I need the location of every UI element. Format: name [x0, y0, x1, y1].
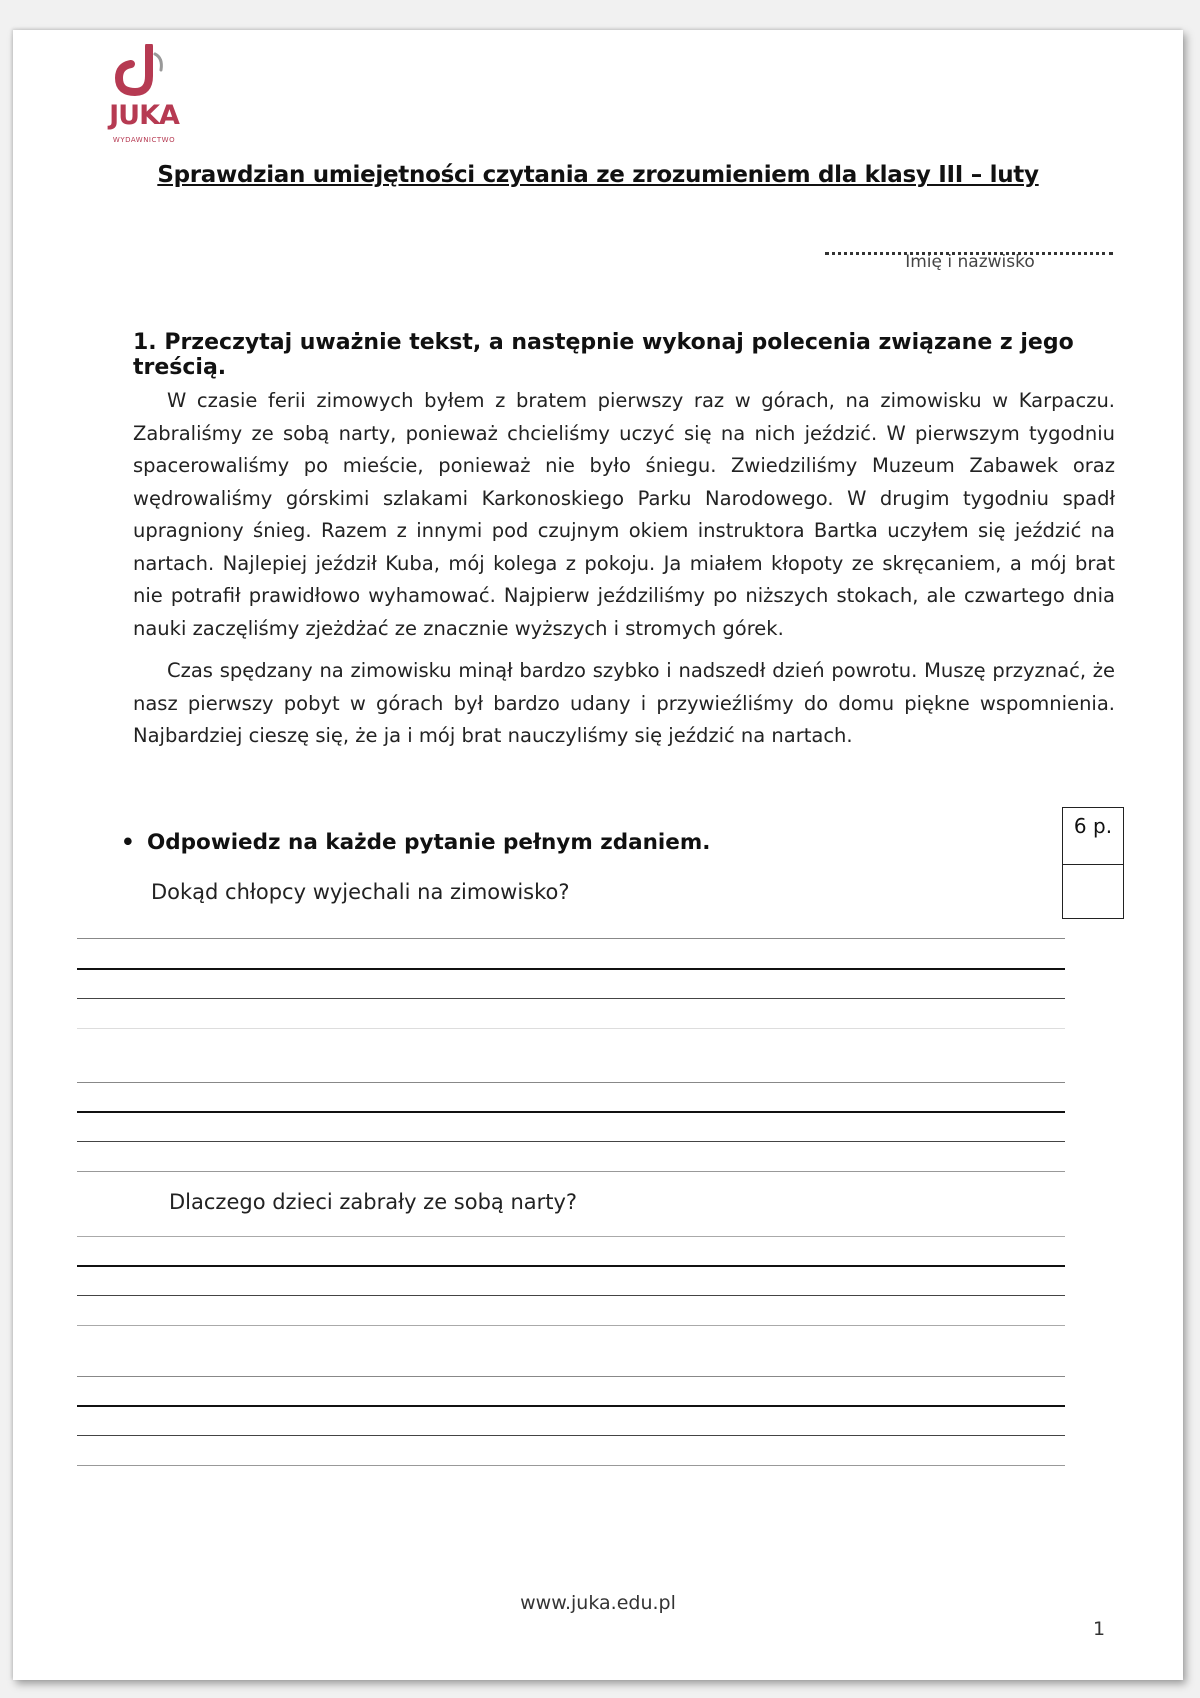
answer-line[interactable] [77, 1295, 1065, 1296]
answer-line[interactable] [77, 1028, 1065, 1029]
score-box [1062, 807, 1124, 919]
logo-subtitle: WYDAWNICTWO [112, 136, 176, 144]
question-1: Dokąd chłopcy wyjechali na zimowisko? [151, 880, 570, 904]
answer-line[interactable] [77, 1325, 1065, 1326]
answer-line[interactable] [77, 1435, 1065, 1436]
answer-line[interactable] [77, 1082, 1065, 1083]
answer-line[interactable] [77, 1265, 1065, 1267]
answer-instruction [121, 830, 710, 855]
answer-line[interactable] [77, 938, 1065, 939]
passage-paragraph: W czasie ferii zimowych byłem z bratem pierwszy raz w górach, na zimowisku w Karpaczu. Zabraliśmy ze sobą narty, ponieważ chcieliśmy uczyć się na nich jeździć. W pierwszym tygodniu spacerowaliśmy po mieście, ponieważ nie było śniegu. Zwiedziliśmy Muzeum Zabawek oraz wędrowaliśmy górskimi szlakami Karkonoskiego Parku Narodowego. W drugim tygodniu spadł upragniony śnieg. Razem z innymi pod czujnym okiem instruktora Bartka uczyłem się jeździć na nartach. Najlepiej jeździł Kuba, mój kolega z pokoju. Ja miałem kłopoty ze skręcaniem, a mój brat nie potrafił prawidłowo wyhamować. Najpierw jeździliśmy po niższych stokach, ale czwartego dnia nauki zaczęliśmy zjeżdżać ze znacznie wyższych i stromych górek. [133, 389, 1115, 640]
page-number: 1 [1093, 1618, 1106, 1640]
passage-paragraph: Czas spędzany na zimowisku minął bardzo szybko i nadszedł dzień powrotu. Muszę przyznać, że nasz pierwszy pobyt w górach był bardzo udany i przywieźliśmy do domu piękne wspomnienia. Najbardziej cieszę się, że ja i mój brat nauczyliśmy się jeździć na nartach. [133, 659, 1115, 747]
answer-line[interactable] [77, 998, 1065, 999]
question-2: Dlaczego dzieci zabrały ze sobą narty? [169, 1190, 578, 1214]
reading-passage [133, 385, 1115, 763]
score-label: 6 p. [1063, 808, 1123, 865]
worksheet-page [13, 30, 1183, 1680]
answer-line[interactable] [77, 968, 1065, 970]
answer-line[interactable] [77, 1405, 1065, 1407]
instruction-text: Odpowiedz na każde pytanie pełnym zdaniem. [147, 830, 711, 855]
answer-line[interactable] [77, 1141, 1065, 1142]
answer-line[interactable] [77, 1376, 1065, 1377]
juka-logo-mark [111, 44, 177, 98]
footer-url: www.juka.edu.pl [520, 1592, 676, 1614]
answer-line[interactable] [77, 1111, 1065, 1113]
answer-line[interactable] [77, 1171, 1065, 1172]
answer-line[interactable] [77, 1465, 1065, 1466]
logo-brand: JUKA [109, 100, 179, 131]
name-label: Imię i nazwisko [905, 252, 1035, 272]
juka-logo [99, 44, 189, 154]
worksheet-title: Sprawdzian umiejętności czytania ze zrozumieniem dla klasy III – luty [157, 162, 1039, 188]
bullet-icon: • [121, 830, 135, 855]
task-heading: 1. Przeczytaj uważnie tekst, a następnie wykonaj polecenia związane z jego treścią. [133, 330, 1074, 380]
answer-line[interactable] [77, 1236, 1065, 1237]
